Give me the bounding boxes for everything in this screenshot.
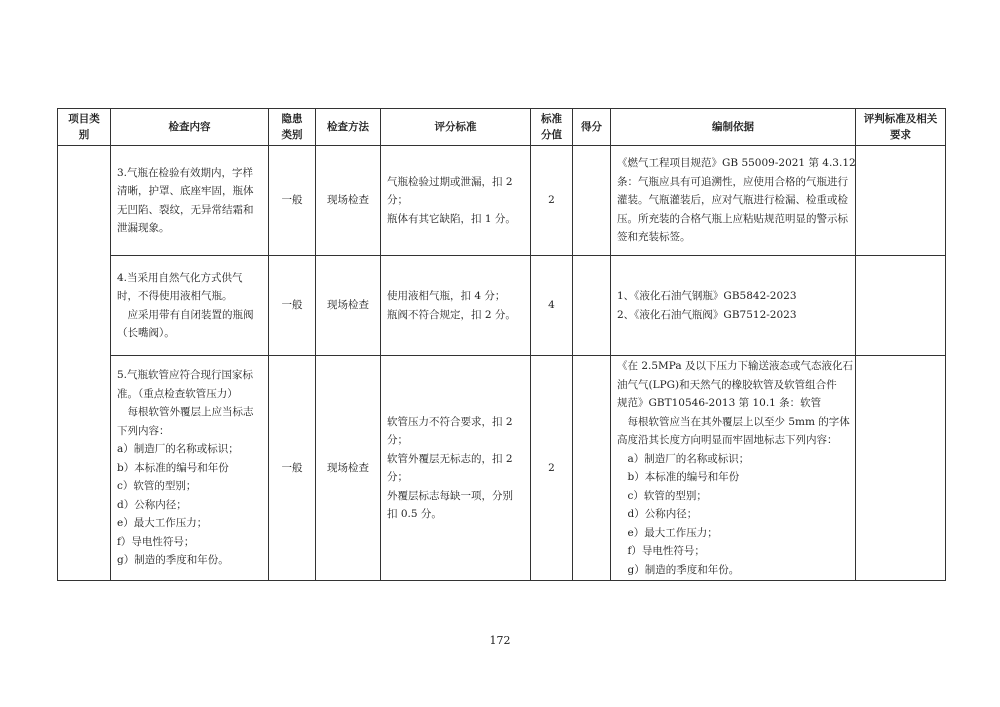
cell-line: 扣 0.5 分。 [387, 508, 442, 520]
cell-line: 每根软管外覆层上应当标志 [117, 406, 254, 419]
header-category [58, 109, 111, 146]
cell-score [573, 356, 611, 581]
cell-scoring [381, 356, 531, 581]
header-method [316, 109, 381, 146]
cell-line: 4.当采用自然气化方式供气 [117, 271, 243, 284]
cell-category [58, 146, 111, 581]
cell-line: c）软管的型别； [117, 480, 197, 493]
cell-points: 2 [531, 146, 573, 256]
header-score [573, 109, 611, 146]
cell-scoring [381, 256, 531, 356]
table-row [58, 256, 946, 356]
cell-line: b）本标准的编号和年份 [617, 471, 740, 483]
cell-line: 瓶阀不符合规定，扣 2 分。 [387, 308, 516, 321]
header-label: 分值 [541, 129, 562, 141]
cell-line: 时，不得使用液相气瓶。 [117, 290, 233, 302]
cell-line: 灌装。气瓶灌装后，应对气瓶进行检漏、检重或检 [617, 194, 848, 207]
header-label: 评分标准 [434, 121, 477, 133]
cell-line: 使用液相气瓶，扣 4 分； [387, 290, 506, 302]
header-label: 隐患 [281, 113, 303, 125]
cell-line: 应采用带有自闭装置的瓶阀 [117, 308, 254, 321]
cell-line: c）软管的型别； [617, 489, 707, 502]
cell-line: 软管压力不符合要求，扣 2 [387, 415, 513, 428]
cell-score [573, 256, 611, 356]
header-label: 要求 [890, 129, 911, 141]
cell-method: 现场检查 [316, 356, 381, 581]
cell-method: 现场检查 [316, 146, 381, 256]
cell-line: a）制造厂的名称或标识； [117, 443, 239, 456]
cell-hazard-level: 一般 [269, 146, 316, 256]
header-points [531, 109, 573, 146]
cell-line: 条：气瓶应具有可追溯性，应使用合格的气瓶进行 [617, 175, 848, 188]
cell-line: e）最大工作压力； [117, 517, 208, 530]
cell-line: b）本标准的编号和年份 [117, 461, 229, 474]
cell-line: d）公称内径； [617, 508, 698, 520]
header-label: 项目类别 [68, 113, 100, 141]
cell-line: 外覆层标志每缺一项，分别 [387, 489, 513, 502]
cell-line: 清晰，护罩、底座牢固，瓶体 [117, 185, 254, 197]
inspection-table [57, 108, 946, 581]
cell-line: 压。所充装的合格气瓶上应粘贴规范明显的警示标 [617, 212, 848, 225]
cell-scoring [381, 146, 531, 256]
header-hazard-level [269, 109, 316, 146]
cell-line: f）导电性符号； [117, 535, 195, 548]
cell-line: 分； [387, 471, 408, 483]
table-row [58, 356, 946, 581]
cell-line: 油气气(LPG)和天然气的橡胶软管及软管组合件 [617, 378, 837, 391]
header-label: 检查方法 [327, 121, 369, 133]
cell-line: 软管外覆层无标志的，扣 2 [387, 452, 513, 465]
cell-line: 瓶体有其它缺陷，扣 1 分。 [387, 212, 516, 225]
cell-basis [611, 146, 856, 256]
cell-content [111, 356, 269, 581]
page-number: 172 [489, 634, 511, 647]
header-label: 检查内容 [168, 121, 211, 133]
cell-line: 下列内容： [117, 424, 170, 437]
header-scoring [381, 109, 531, 146]
cell-line: d）公称内径； [117, 498, 187, 511]
cell-line: 2、《液化石油气瓶阀》GB7512-2023 [617, 308, 797, 321]
header-label: 评判标准及相关 [863, 113, 938, 125]
cell-score [573, 146, 611, 256]
header-label: 标准 [541, 113, 562, 125]
cell-basis [611, 256, 856, 356]
cell-points: 2 [531, 356, 573, 581]
cell-requirements [856, 356, 946, 581]
cell-requirements [856, 146, 946, 256]
cell-basis [611, 356, 856, 581]
cell-line: 无凹陷、裂纹，无异常结霜和 [117, 203, 254, 216]
cell-line: 分； [387, 434, 408, 446]
cell-line: 5.气瓶软管应符合现行国家标 [117, 369, 254, 382]
header-requirements [856, 109, 946, 146]
cell-method: 现场检查 [316, 256, 381, 356]
cell-line: 3.气瓶在检验有效期内，字样 [117, 166, 254, 179]
cell-line: 高度沿其长度方向明显而牢固地标志下列内容： [617, 434, 838, 446]
cell-line: 1、《液化石油气钢瓶》GB5842-2023 [617, 290, 797, 302]
cell-content [111, 146, 269, 256]
cell-line: 气瓶检验过期或泄漏，扣 2 [387, 175, 513, 188]
cell-requirements [856, 256, 946, 356]
cell-line: g）制造的季度和年份。 [617, 563, 740, 576]
cell-content [111, 256, 269, 356]
cell-line: f）导电性符号； [617, 545, 705, 557]
header-basis [611, 109, 856, 146]
cell-line: 每根软管应当在其外覆层上以至少 5mm 的字体 [617, 415, 850, 428]
header-content [111, 109, 269, 146]
cell-line: （长嘴阀）。 [117, 327, 175, 339]
header-row [58, 109, 946, 146]
cell-line: e）最大工作压力； [617, 526, 718, 539]
cell-hazard-level: 一般 [269, 356, 316, 581]
header-label: 类别 [281, 129, 303, 141]
cell-line: 《在 2.5MPa 及以下压力下输送液态或气态液化石 [617, 360, 853, 372]
cell-line: g）制造的季度和年份。 [117, 554, 229, 567]
cell-line: 《燃气工程项目规范》GB 55009-2021 第 4.3.12 [617, 157, 856, 170]
cell-line: 准。（重点检查软管压力） [117, 387, 238, 400]
cell-line: 签和充装标签。 [617, 231, 691, 244]
cell-points: 4 [531, 256, 573, 356]
cell-line: 泄漏现象。 [117, 222, 170, 234]
cell-line: a）制造厂的名称或标识； [617, 452, 750, 465]
header-label: 得分 [581, 121, 602, 133]
cell-line: 分； [387, 194, 408, 207]
header-label: 编制依据 [712, 121, 754, 133]
cell-hazard-level: 一般 [269, 256, 316, 356]
table-row [58, 146, 946, 256]
cell-line: 规范》GBT10546-2013 第 10.1 条：软管 [617, 397, 822, 409]
